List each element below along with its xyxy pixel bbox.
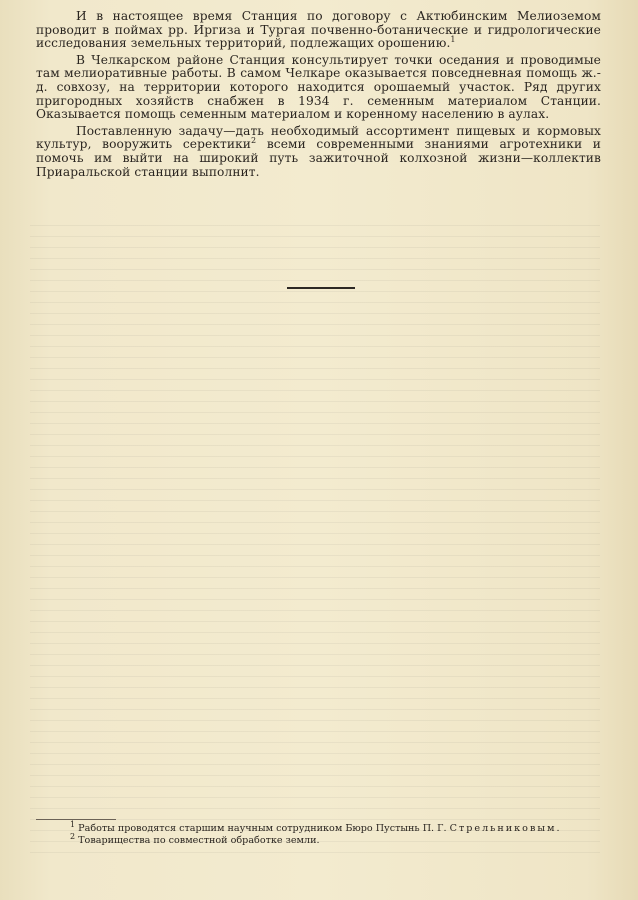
footnote-ref-2: 2 [251,136,257,146]
bleed-through-shadow [30,215,600,855]
paragraph-2: В Челкарском районе Станция консультирует точки оседания и проводимые там мелиоративные работы. В самом Челкаре оказывается повседневная помощь ж.-д. совхозу, на территории которого находится орошаемый участок. Ряд других пригородных хозяйств снабжен в 1934 г. семенным материалом Станции. Оказывается помощь семенным материалом и коренному населению в аулах. [36,52,601,122]
paragraph-1: И в настоящее время Станция по договору с Актюбинским Мелиоземом проводит в поймах рр. Иргиза и Тургая почвенно-ботанические и гидрологические исследования земельных территорий, подлежащих орошению.$^1$ [36,9,601,51]
footnote-1: $^1$ Работы проводятся старшим научным сотрудником Бюро Пустынь П. Г. Стрельниковым. [70,819,562,834]
footnote-rule [36,819,116,820]
body-text [36,10,601,182]
section-divider [287,287,355,289]
footnotes [36,819,601,847]
footnote-ref-1: 1 [450,35,456,45]
footnote-2: $^2$ Товарищества по совместной обработке земли. [70,831,320,846]
paragraph-3: Поставленную задачу—дать необходимый ассортимент пищевых и кормовых культур, вооружить серектики$^2$ всеми современными знаниями агротехники и помочь им выйти на широкий путь зажиточной колхозной жизни—коллектив Приаральской станции выполнит. [36,123,601,179]
